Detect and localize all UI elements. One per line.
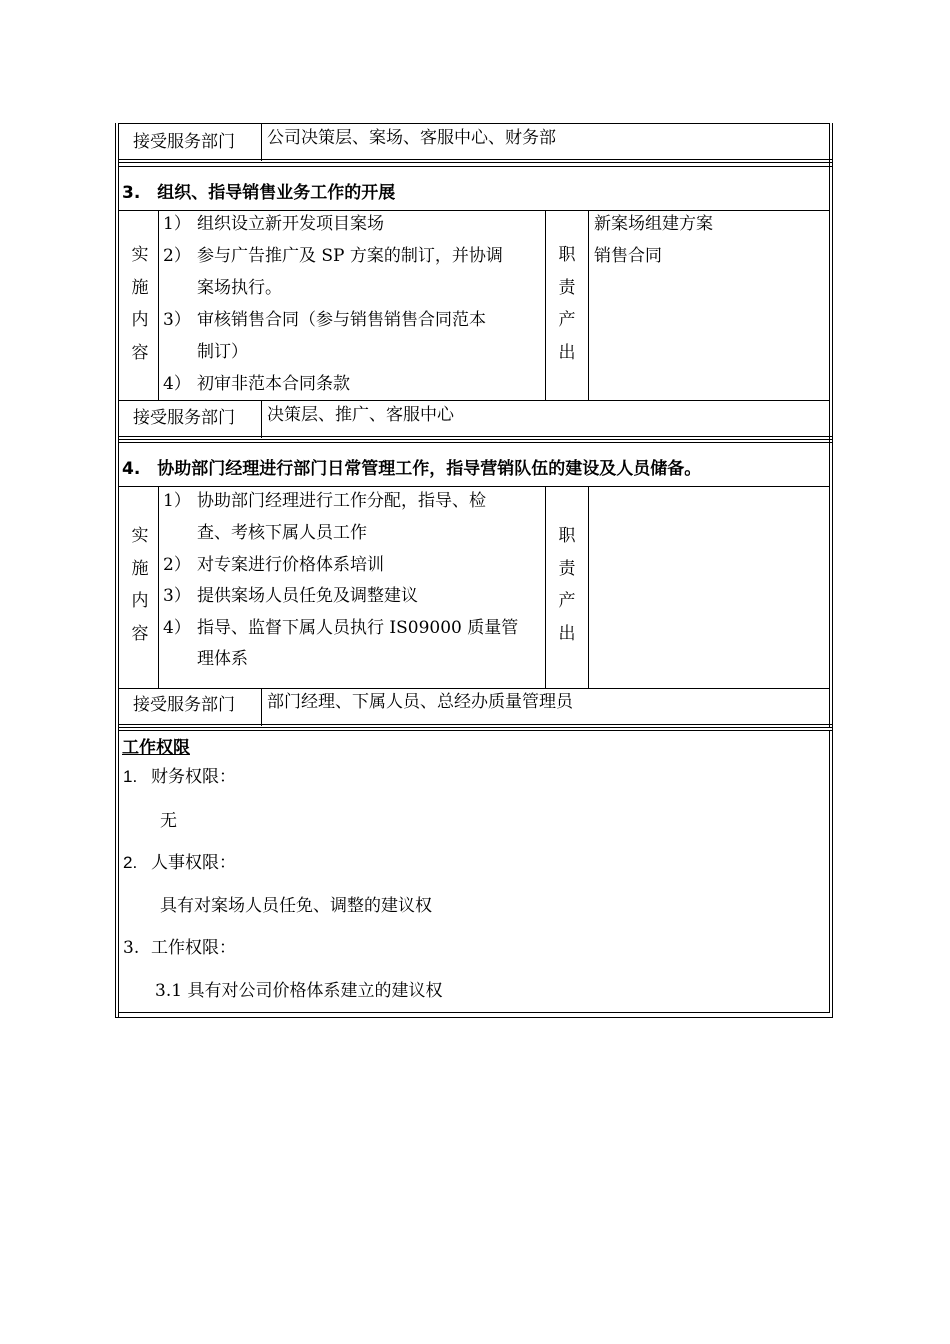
service-divider (261, 400, 262, 438)
section4-output-label: 职 责 产 出 (558, 526, 576, 644)
hr-label: 人事权限： (151, 853, 236, 873)
heading-top-line (118, 442, 833, 443)
heading-top-line (118, 166, 833, 167)
hr-value: 具有对案场人员任免、调整的建议权 (160, 896, 432, 916)
authority-top-line (118, 730, 833, 731)
section-divider (118, 436, 833, 440)
work-value: 3.1 具有对公司价格体系建立的建议权 (155, 981, 443, 1001)
table-left-border (115, 123, 116, 1018)
table-bottom-border (115, 1017, 833, 1018)
section4-service-value: 部门经理、下属人员、总经办质量管理员 (267, 692, 573, 712)
heading-bottom-line (118, 486, 830, 487)
work-num: 3. (123, 938, 140, 958)
heading-bottom-line (118, 210, 830, 211)
finance-value: 无 (160, 811, 177, 831)
section3-impl-label: 实 施 内 容 (131, 245, 149, 363)
row-top-line (118, 123, 830, 124)
table-left-border-inner (118, 123, 119, 1018)
section-divider (118, 724, 833, 728)
authority-title: 工作权限 (122, 738, 190, 758)
service-value: 公司决策层、案场、客服中心、财务部 (267, 128, 556, 148)
section3-output-label: 职 责 产 出 (558, 245, 576, 363)
service-divider (261, 123, 262, 161)
finance-num: 1. (123, 767, 138, 786)
table-right-border-outer (832, 123, 833, 1018)
authority-bottom-inner (118, 1012, 830, 1013)
output-divider (588, 210, 589, 400)
finance-label: 财务权限： (151, 767, 236, 787)
work-label: 工作权限： (151, 938, 236, 958)
output-divider (588, 486, 589, 688)
section4-heading: 4. 协助部门经理进行部门日常管理工作，指导营销队伍的建设及人员储备。 (122, 459, 702, 479)
section3-output-1: 新案场组建方案 (594, 214, 713, 234)
service-row-top (118, 688, 830, 689)
service-row-top (118, 400, 830, 401)
section3-output-2: 销售合同 (594, 246, 662, 266)
section3-service-value: 决策层、推广、客服中心 (267, 405, 454, 425)
items-divider (545, 486, 546, 688)
authority-right-inner (829, 730, 830, 1012)
section3-heading: 3. 组织、指导销售业务工作的开展 (122, 183, 396, 203)
service-label: 接受服务部门 (133, 132, 235, 152)
section3-service-label: 接受服务部门 (133, 408, 235, 428)
section-divider (118, 159, 833, 163)
section4-service-label: 接受服务部门 (133, 695, 235, 715)
service-divider (261, 688, 262, 726)
table-right-border (829, 123, 830, 728)
section4-impl-label: 实 施 内 容 (131, 526, 149, 644)
impl-divider (158, 486, 159, 688)
impl-divider (158, 210, 159, 400)
items-divider (545, 210, 546, 400)
hr-num: 2. (123, 853, 138, 872)
